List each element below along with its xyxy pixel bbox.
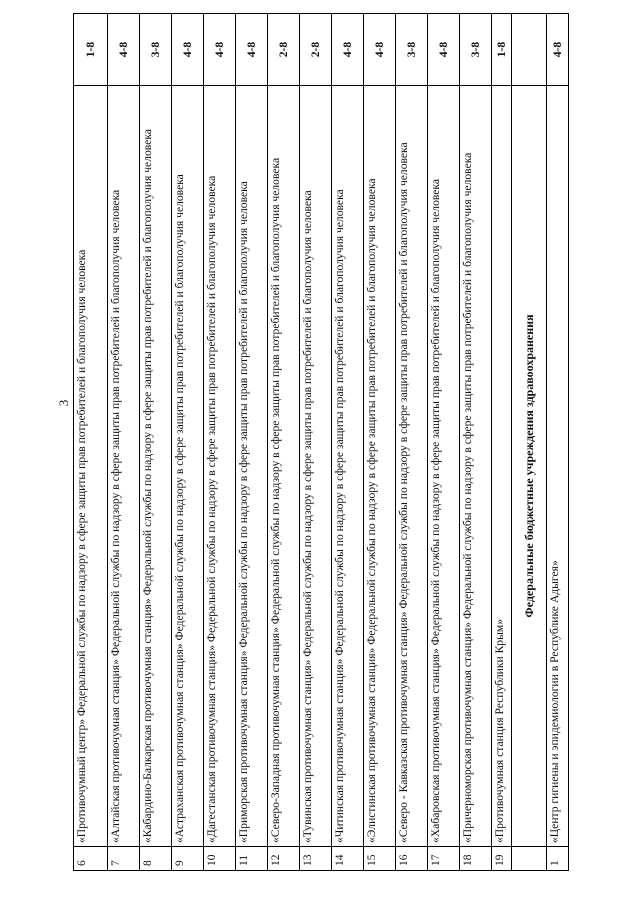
institution-name: «Северо - Кавказская противочумная станция» Федеральной службы по надзору в сфере защиты прав потребителей и благополучия человека bbox=[396, 86, 428, 847]
table-row bbox=[547, 14, 569, 871]
class-range: 4-8 bbox=[332, 14, 364, 86]
table-row bbox=[204, 14, 236, 871]
class-range: 3-8 bbox=[460, 14, 492, 86]
row-number: 9 bbox=[172, 847, 204, 871]
class-range: 2-8 bbox=[300, 14, 332, 86]
class-range: 2-8 bbox=[268, 14, 300, 86]
institution-name: «Противочумная станция Республики Крым» bbox=[492, 86, 512, 847]
table-row bbox=[460, 14, 492, 871]
institution-name: «Читинская противочумная станция» Федеральной службы по надзору в сфере защиты прав потребителей и благополучия человека bbox=[332, 86, 364, 847]
class-range: 4-8 bbox=[547, 14, 569, 86]
row-number: 14 bbox=[332, 847, 364, 871]
table-row bbox=[140, 14, 172, 871]
row-number: 10 bbox=[204, 847, 236, 871]
institution-name: «Противочумный центр» Федеральной службы по надзору в сфере защиты прав потребителей и благополучия человека bbox=[74, 86, 108, 847]
table-row bbox=[172, 14, 204, 871]
row-number: 18 bbox=[460, 847, 492, 871]
institution-name: «Тувинская противочумная станция» Федеральной службы по надзору в сфере защиты прав потребителей и благополучия человека bbox=[300, 86, 332, 847]
institution-name: «Алтайская противочумная станция» Федеральной службы по надзору в сфере защиты прав потребителей и благополучия человека bbox=[108, 86, 140, 847]
institution-name: «Астраханская противочумная станция» Федеральной службы по надзору в сфере защиты прав потребителей и благополучия человека bbox=[172, 86, 204, 847]
row-number: 8 bbox=[140, 847, 172, 871]
institution-name: «Причерноморская противочумная станция» Федеральной службы по надзору в сфере защиты прав потребителей и благополучия человека bbox=[460, 86, 492, 847]
table-row bbox=[332, 14, 364, 871]
table-row bbox=[268, 14, 300, 871]
institution-name: «Хабаровская противочумная станция» Федеральной службы по надзору в сфере защиты прав потребителей и благополучия человека bbox=[428, 86, 460, 847]
table-row bbox=[492, 14, 512, 871]
table-row bbox=[74, 14, 108, 871]
institution-name: «Приморская противочумная станция» Федеральной службы по надзору в сфере защиты прав потребителей и благополучия человека bbox=[236, 86, 268, 847]
row-number: 11 bbox=[236, 847, 268, 871]
section-title: Федеральные бюджетные учреждения здравоохранения bbox=[512, 86, 547, 847]
table-row bbox=[428, 14, 460, 871]
class-range: 3-8 bbox=[140, 14, 172, 86]
row-number: 19 bbox=[492, 847, 512, 871]
table-row bbox=[396, 14, 428, 871]
table-row bbox=[108, 14, 140, 871]
row-number: 7 bbox=[108, 847, 140, 871]
table-row bbox=[236, 14, 268, 871]
row-number: 16 bbox=[396, 847, 428, 871]
class-range: 1-8 bbox=[492, 14, 512, 86]
institutions-table bbox=[73, 13, 569, 871]
class-range: 4-8 bbox=[204, 14, 236, 86]
empty-cell bbox=[512, 847, 547, 871]
page-number: 3 bbox=[56, 399, 71, 407]
institution-name: «Кабардино-Балкарская противочумная станция» Федеральной службы по надзору в сфере защиты прав потребителей и благополучия человека bbox=[140, 86, 172, 847]
row-number: 15 bbox=[364, 847, 396, 871]
institution-name: «Центр гигиены и эпидемиологии в Республике Адыгея» bbox=[547, 86, 569, 847]
row-number: 13 bbox=[300, 847, 332, 871]
institution-name: «Элистинская противочумная станция» Федеральной службы по надзору в сфере защиты прав потребителей и благополучия человека bbox=[364, 86, 396, 847]
row-number: 17 bbox=[428, 847, 460, 871]
class-range: 4-8 bbox=[236, 14, 268, 86]
table-row bbox=[364, 14, 396, 871]
row-number: 12 bbox=[268, 847, 300, 871]
section-header-row bbox=[512, 14, 547, 871]
class-range: 3-8 bbox=[396, 14, 428, 86]
class-range: 4-8 bbox=[108, 14, 140, 86]
row-number: 6 bbox=[74, 847, 108, 871]
class-range: 4-8 bbox=[364, 14, 396, 86]
table-row bbox=[300, 14, 332, 871]
class-range: 4-8 bbox=[428, 14, 460, 86]
class-range: 4-8 bbox=[172, 14, 204, 86]
row-number: 1 bbox=[547, 847, 569, 871]
institution-name: «Дагестанская противочумная станция» Федеральной службы по надзору в сфере защиты прав потребителей и благополучия человека bbox=[204, 86, 236, 847]
institution-name: «Северо-Западная противочумная станция» Федеральной службы по надзору в сфере защиты прав потребителей и благополучия человека bbox=[268, 86, 300, 847]
class-range: 1-8 bbox=[74, 14, 108, 86]
empty-cell bbox=[512, 14, 547, 86]
